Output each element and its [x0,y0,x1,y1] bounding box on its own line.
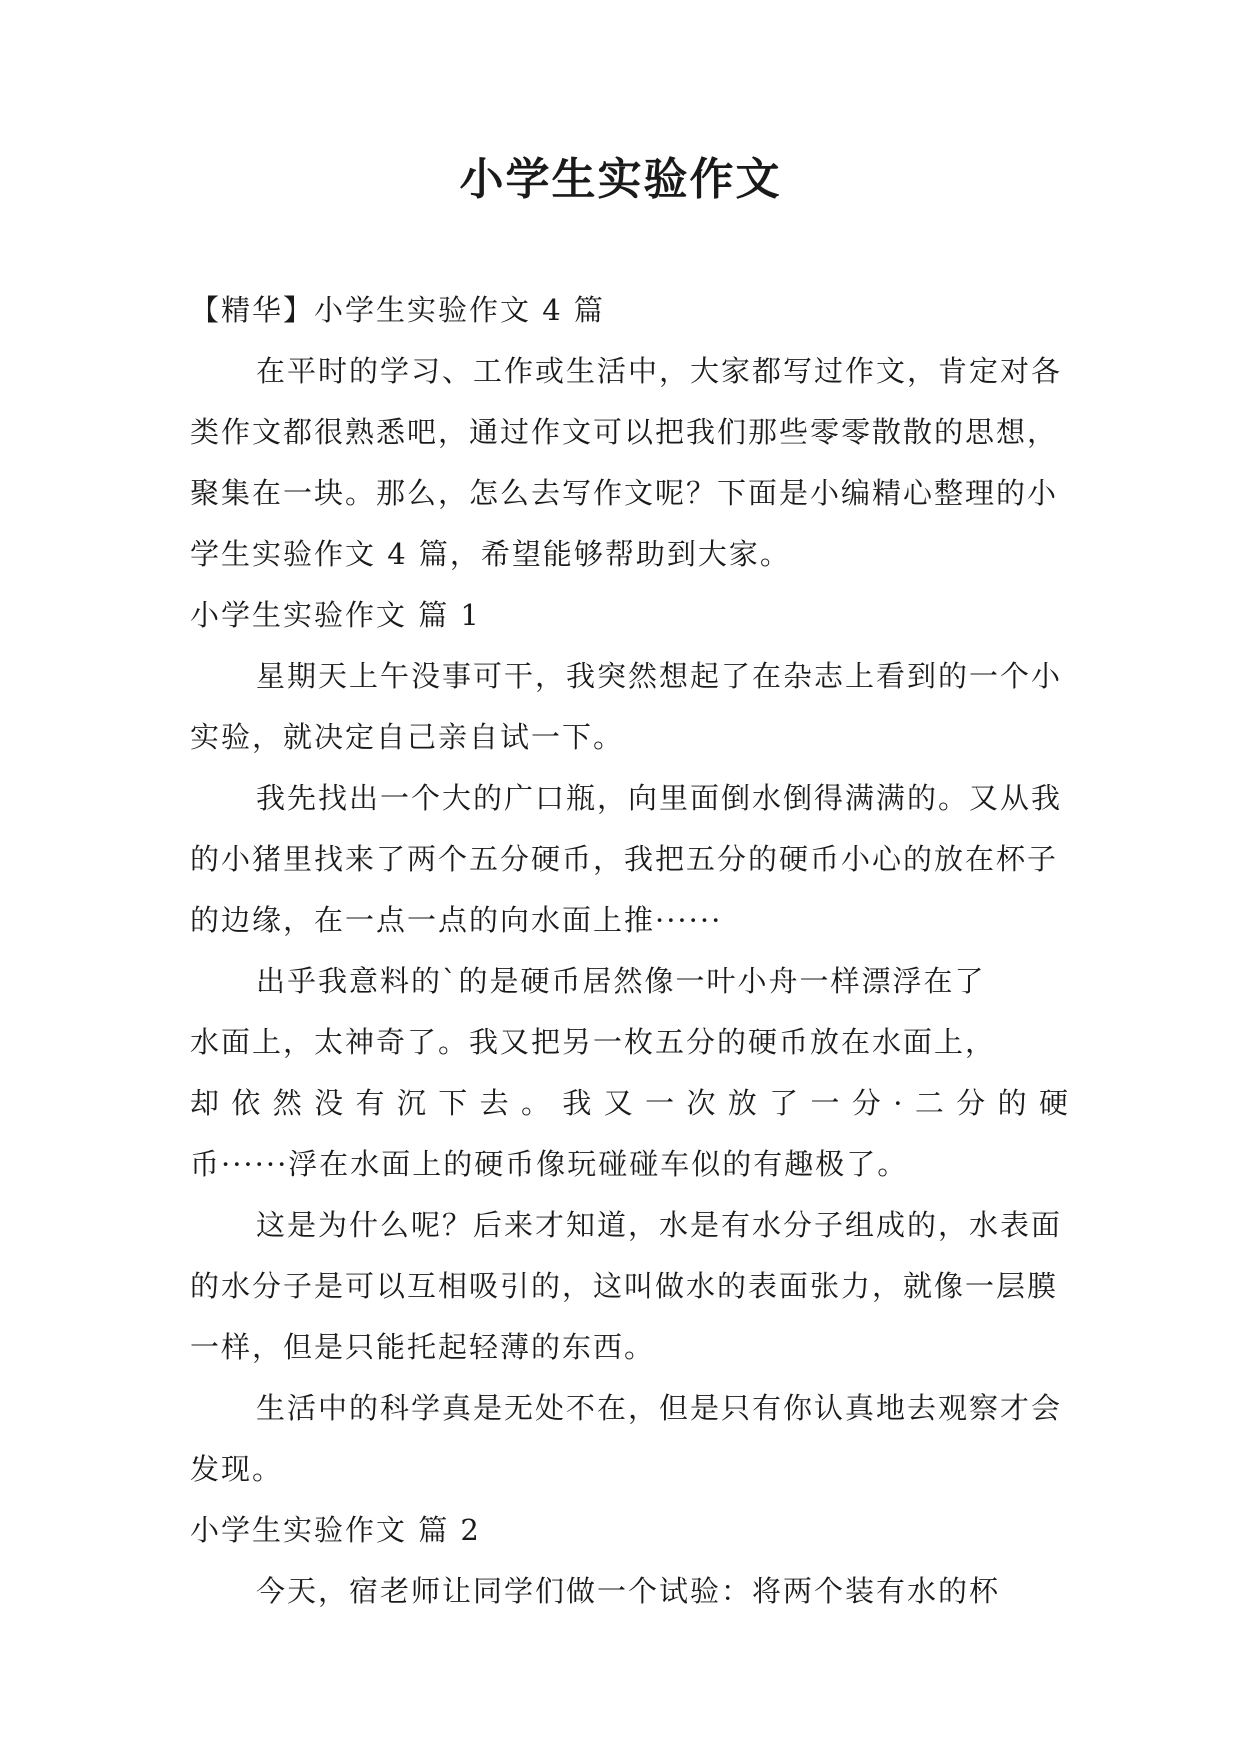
essay-1-paragraph-1: 星期天上午没事可干，我突然想起了在杂志上看到的一个小实验，就决定自己亲自试一下。 [190,659,1063,754]
essay-1-paragraph-3-line-2: 水面上，太神奇了。我又把另一枚五分的硬币放在水面上， [190,1025,997,1059]
essay-1-paragraph-3-line-4: 币······浮在水面上的硬币像玩碰碰车似的有趣极了。 [190,1147,909,1181]
essay-1-paragraph-4: 这是为什么呢？后来才知道，水是有水分子组成的，水表面的水分子是可以互相吸引的，这叫做水的表面张力，就像一层膜一样，但是只能托起轻薄的东西。 [190,1208,1063,1364]
intro-paragraph: 在平时的学习、工作或生活中，大家都写过作文，肯定对各类作文都很熟悉吧，通过作文可以把我们那些零零散散的思想，聚集在一块。那么，怎么去写作文呢？下面是小编精心整理的小学生实验作文 4 篇，希望能够帮助到大家。 [190,354,1063,571]
document-body [190,280,1070,1622]
essay-1-paragraph-5: 生活中的科学真是无处不在，但是只有你认真地去观察才会发现。 [190,1391,1063,1486]
essay-1-paragraph-3-line-3: 却依然没有沉下去。我又一次放了一分·二分的硬 [190,1086,1070,1120]
essay-1-heading: 小学生实验作文 篇 1 [190,598,481,632]
essay-1-paragraph-2: 我先找出一个大的广口瓶，向里面倒水倒得满满的。又从我的小猪里找来了两个五分硬币，我把五分的硬币小心的放在杯子的边缘，在一点一点的向水面上推······ [190,781,1063,937]
essay-2-paragraph-1: 今天，宿老师让同学们做一个试验：将两个装有水的杯 [256,1574,1001,1608]
page-title: 小学生实验作文 [459,154,782,205]
essay-1-paragraph-3-line-1: 出乎我意料的`的是硬币居然像一叶小舟一样漂浮在了 [256,964,986,998]
essay-2-heading: 小学生实验作文 篇 2 [190,1513,481,1547]
subtitle: 【精华】小学生实验作文 4 篇 [190,293,605,327]
essay-1-paragraph-3 [190,951,1070,1195]
